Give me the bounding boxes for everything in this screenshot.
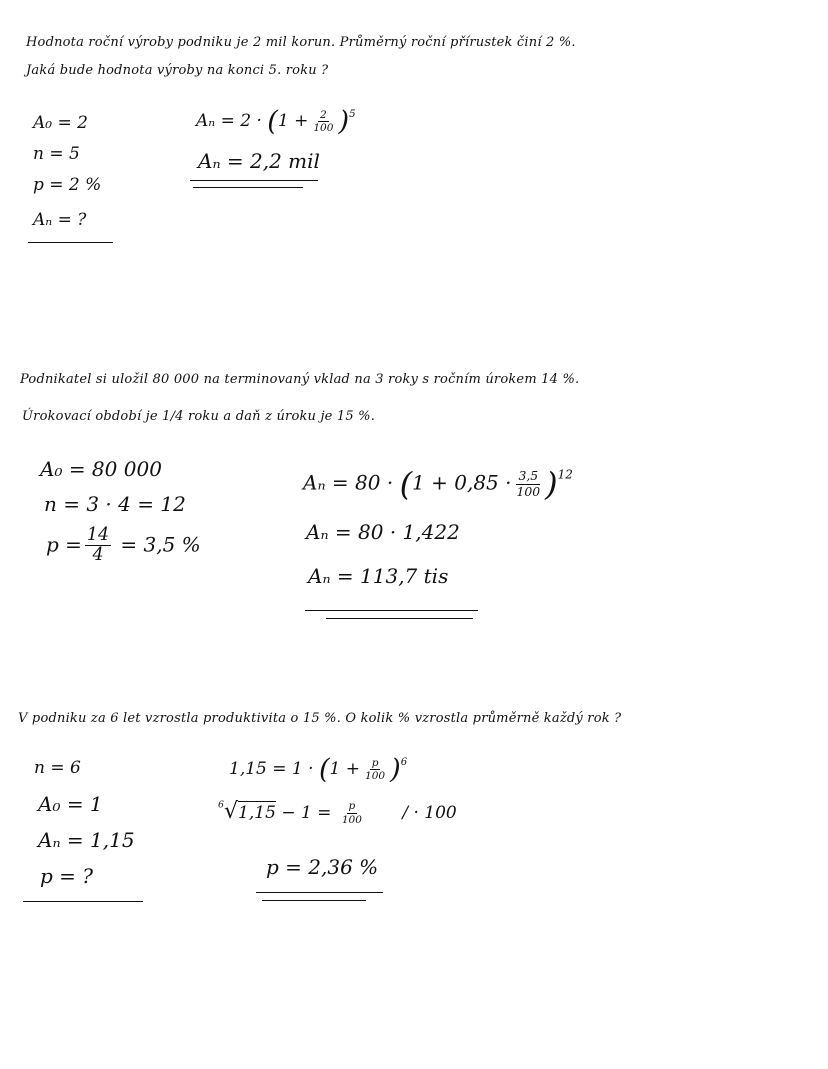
- problem1-result: Aₙ = 2,2 mil: [198, 149, 320, 173]
- problem2-result: Aₙ = 113,7 tis: [308, 564, 449, 588]
- problem3-given-an: Aₙ = 1,15: [38, 828, 135, 852]
- problem3-question-line1: V podniku za 6 let vzrostla produktivita o 15 %. O kolik % vzrostla průměrně každý rok ?: [18, 711, 622, 726]
- problem3-equation2: $^6$√1,15 − 1 = $\frac{p}{100}$ / · 100: [218, 798, 457, 826]
- problem2-given-n: n = 3 · 4 = 12: [44, 492, 186, 516]
- root-index: 6: [218, 799, 224, 811]
- problem2-result-underline-1: [305, 610, 478, 611]
- problem1-result-underline-2: [193, 187, 303, 188]
- problem1-question-line2: Jaká bude hodnota výroby na konci 5. roku ?: [26, 63, 329, 78]
- problem3-given-a0: A₀ = 1: [38, 792, 103, 816]
- problem3-given-p: p = ?: [40, 864, 93, 888]
- problem2-step2: Aₙ = 80 · 1,422: [306, 520, 460, 544]
- problem3-given-n: n = 6: [34, 758, 81, 778]
- problem2-result-underline-2: [326, 618, 473, 619]
- problem1-given-an: Aₙ = ?: [33, 210, 87, 230]
- problem1-question-line1: Hodnota roční výroby podniku je 2 mil korun. Průměrný roční přírustek činí 2 %.: [26, 35, 576, 50]
- problem2-question-line2: Úrokovací období je 1/4 roku a daň z úroku je 15 %.: [22, 409, 376, 424]
- problem3-given-underline: [23, 901, 143, 902]
- problem1-given-p: p = 2 %: [33, 175, 102, 195]
- problem2-formula: Aₙ = 80 · (1 + 0,85 · $\frac{3,5}{100}$ )$^{12}$: [303, 465, 573, 503]
- problem1-formula: Aₙ = 2 · (1 + $\frac{2}{100}$ )$^5$: [196, 106, 356, 137]
- problem2-given-p: p = $\frac{14}{4}$ = 3,5 %: [46, 525, 201, 566]
- problem1-result-underline-1: [190, 180, 318, 181]
- problem2-given-a0: A₀ = 80 000: [40, 457, 162, 481]
- problem3-result-underline-1: [256, 892, 383, 893]
- problem2-question-line1: Podnikatel si uložil 80 000 na terminovaný vklad na 3 roky s ročním úrokem 14 %.: [20, 372, 580, 387]
- problem1-given-a0: A₀ = 2: [33, 113, 88, 133]
- problem3-equation1: 1,15 = 1 · (1 + $\frac{p}{100}$ )$^6$: [229, 754, 408, 785]
- root-radicand: 1,15: [238, 803, 276, 823]
- problem3-result: p = 2,36 %: [266, 855, 379, 879]
- problem1-given-underline: [28, 242, 113, 243]
- problem1-given-n: n = 5: [33, 144, 80, 164]
- problem3-result-underline-2: [262, 900, 366, 901]
